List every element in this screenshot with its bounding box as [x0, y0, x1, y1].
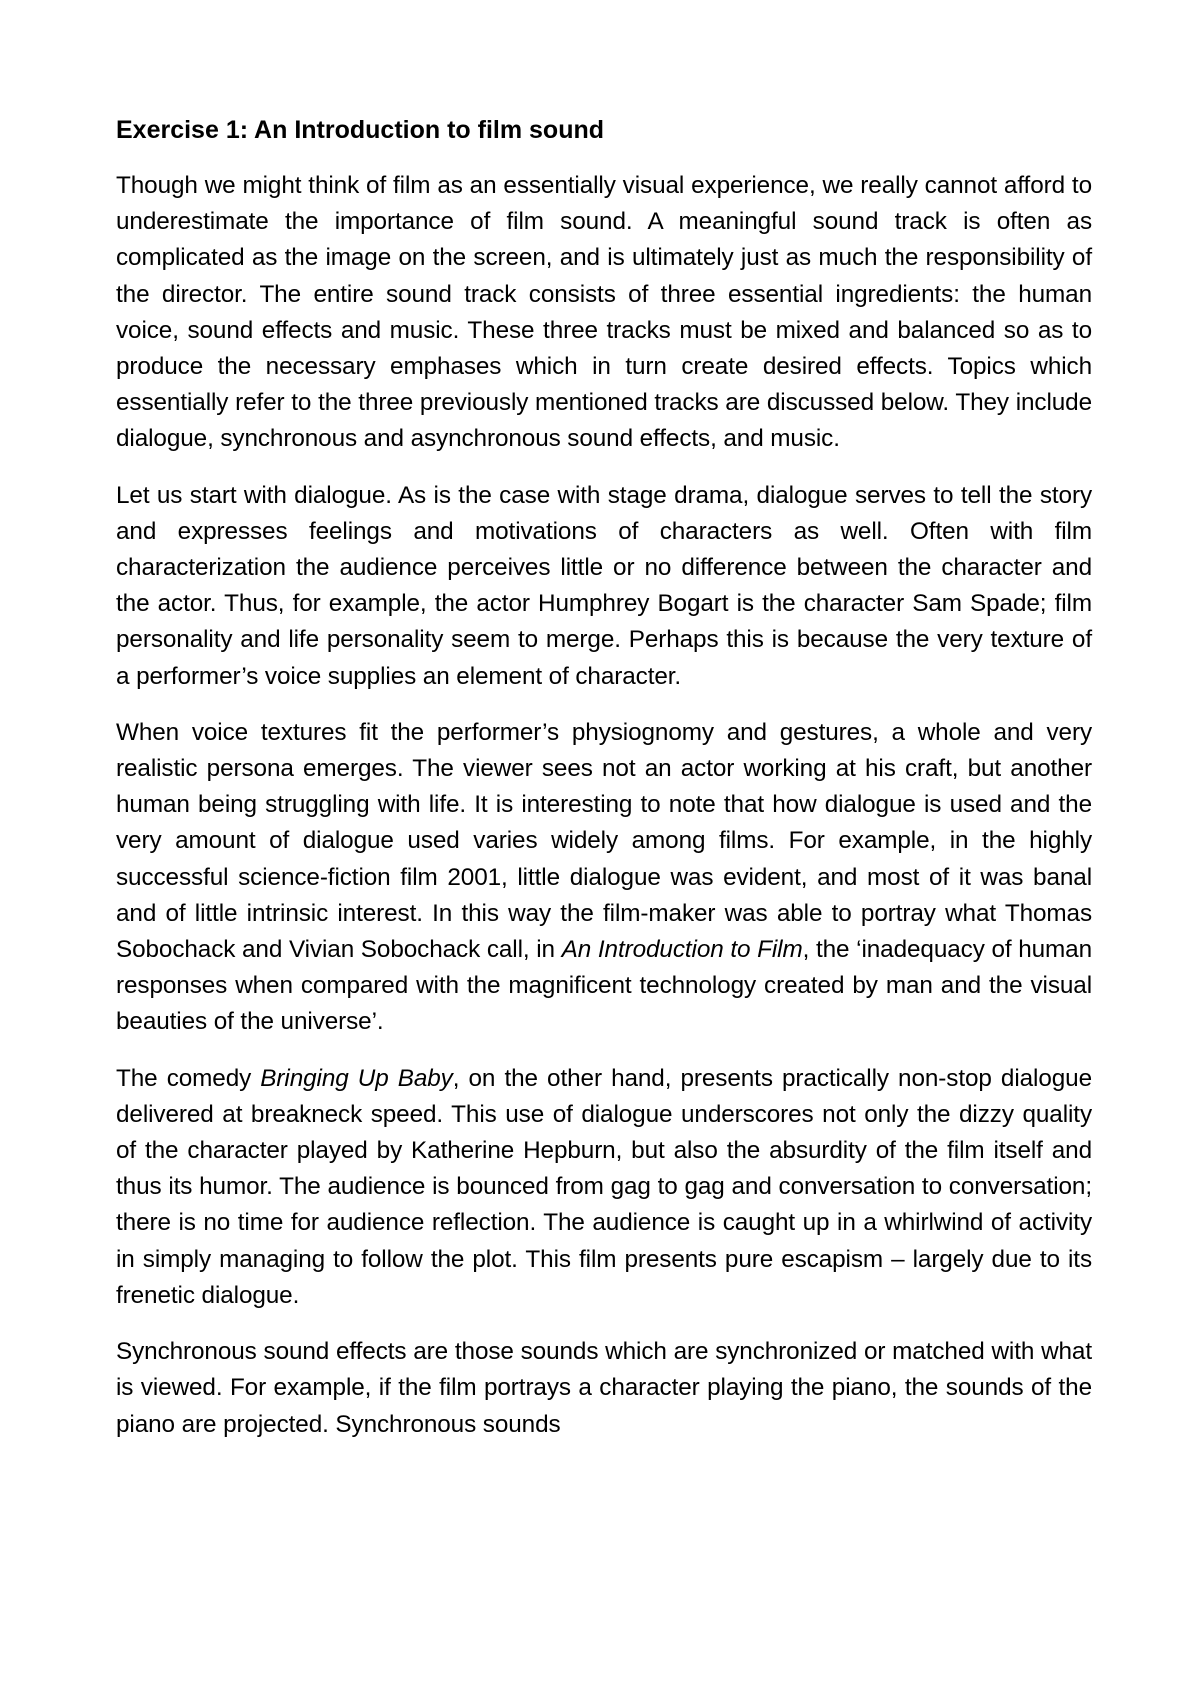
paragraph-dialogue: Let us start with dialogue. As is the case with stage drama, dialogue serves to tell the story and expresses feelings and motivations of characters as well. Often with film characterization the audience perceives little or no difference between the character and the actor. Thus, for example, the actor Humphrey Bogart is the character Sam Spade; film personality and life personality seem to merge. Perhaps this is because the very texture of a performer’s voice supplies an element of character. [116, 481, 1092, 690]
paragraph-text: , the ‘inadequacy of human responses when compared with the magnificent technology created by man and the visual beauties of the universe’. [116, 936, 1093, 1036]
film-title: Bringing Up Baby [260, 1064, 453, 1092]
paragraph-comedy [116, 1061, 1092, 1314]
book-title: An Introduction to Film [561, 936, 803, 964]
paragraph-intro: Though we might think of film as an essentially visual experience, we really cannot afford to underestimate the importance of film sound. A meaningful sound track is often as complicated as the image on the screen, and is ultimately just as much the responsibility of the director. The entire sound track consists of three essential ingredients: the human voice, sound effects and music. These three tracks must be mixed and balanced so as to produce the necessary emphases which in turn create desired effects. Topics which essentially refer to the three previously mentioned tracks are discussed below. They include dialogue, synchronous and asynchronous sound effects, and music. [116, 172, 1092, 453]
paragraph-text: The comedy [116, 1064, 261, 1092]
paragraph-text: When voice textures fit the performer’s physiognomy and gestures, a whole and very realistic persona emerges. The viewer sees not an actor working at his craft, but another human being struggling with life. It is interesting to note that how dialogue is used and the very amount of dialogue used varies widely among films. For example, in the highly successful science-fiction film 2001, little dialogue was evident, and most of it was banal and of little intrinsic interest. In this way the film-maker was able to portray what Thomas Sobochack and Vivian Sobochack call, in [116, 718, 1092, 964]
page-title: Exercise 1: An Introduction to film sound [116, 116, 605, 144]
document-body [116, 112, 1092, 1443]
paragraph-text: , on the other hand, presents practically non-stop dialogue delivered at breakneck speed. This use of dialogue underscores not only the dizzy quality of the character played by Katherine Hepburn, but also the absurdity of the film itself and thus its humor. The audience is bounced from gag to gag and conversation to conversation; there is no time for audience reflection. The audience is caught up in a whirlwind of activity in simply managing to follow the plot. This film presents pure escapism – largely due to its frenetic dialogue. [116, 1064, 1092, 1309]
paragraph-voice-textures [116, 715, 1092, 1041]
paragraph-synchronous-sound: Synchronous sound effects are those sounds which are synchronized or matched with what is viewed. For example, if the film portrays a character playing the piano, the sounds of the piano are projected. Synchronous sounds [116, 1338, 1092, 1438]
